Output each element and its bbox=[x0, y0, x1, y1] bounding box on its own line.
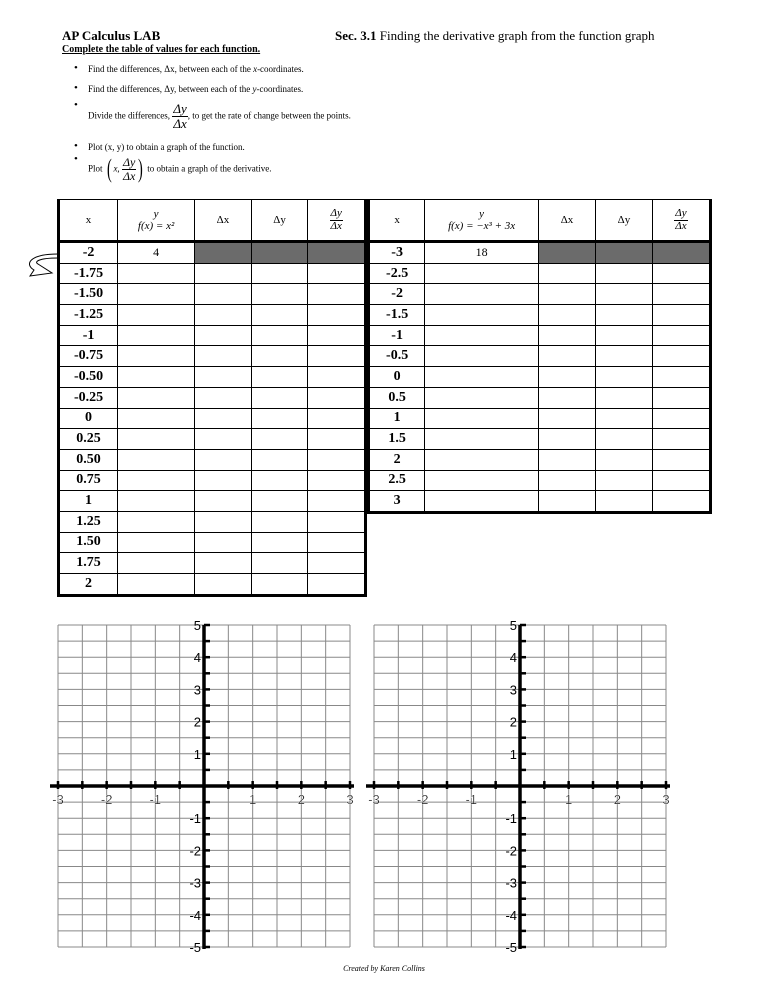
table-row bbox=[59, 429, 366, 450]
section-name: Finding the derivative graph from the function graph bbox=[376, 28, 655, 43]
delta-x-cell[interactable] bbox=[538, 429, 595, 450]
rate-cell[interactable] bbox=[308, 263, 366, 284]
x-cell: -1.25 bbox=[59, 305, 118, 326]
delta-y-cell[interactable] bbox=[595, 305, 652, 326]
rate-cell[interactable] bbox=[308, 511, 366, 532]
delta-x-cell[interactable] bbox=[195, 470, 252, 491]
table-row bbox=[59, 491, 366, 512]
y-cell[interactable] bbox=[118, 553, 195, 574]
delta-x-cell[interactable] bbox=[195, 367, 252, 388]
header-delta-x: Δx bbox=[195, 200, 252, 242]
rate-cell[interactable] bbox=[652, 491, 710, 513]
x-cell: -1.75 bbox=[59, 263, 118, 284]
y-cell[interactable]: 4 bbox=[118, 242, 195, 264]
delta-x-cell[interactable] bbox=[195, 553, 252, 574]
table-row bbox=[59, 408, 366, 429]
rate-cell[interactable] bbox=[652, 346, 710, 367]
curved-arrow-icon bbox=[24, 246, 64, 288]
delta-y-cell[interactable] bbox=[595, 325, 652, 346]
table-row bbox=[369, 325, 711, 346]
rate-cell[interactable] bbox=[652, 429, 710, 450]
y-cell[interactable] bbox=[425, 346, 539, 367]
x-cell: -2.5 bbox=[369, 263, 425, 284]
delta-y-cell[interactable] bbox=[251, 491, 308, 512]
delta-y-cell[interactable] bbox=[595, 429, 652, 450]
header-delta-y: Δy bbox=[251, 200, 308, 242]
table-row bbox=[59, 470, 366, 491]
delta-y-cell[interactable] bbox=[595, 263, 652, 284]
x-cell: 3 bbox=[369, 491, 425, 513]
header-rate: $\frac{\Delta y}{\Delta x}$ bbox=[652, 200, 710, 242]
x-cell: 0.50 bbox=[59, 449, 118, 470]
x-tick-label: 2 bbox=[297, 792, 305, 807]
y-tick-label: 1 bbox=[509, 746, 517, 762]
delta-y-cell[interactable] bbox=[251, 387, 308, 408]
delta-y-cell[interactable] bbox=[251, 346, 308, 367]
delta-x-cell[interactable] bbox=[195, 511, 252, 532]
y-cell[interactable] bbox=[118, 491, 195, 512]
x-cell: -1.50 bbox=[59, 284, 118, 305]
delta-x-cell[interactable] bbox=[195, 387, 252, 408]
y-cell[interactable] bbox=[118, 346, 195, 367]
table-row bbox=[59, 553, 366, 574]
header-y: y f(x) = x² bbox=[118, 200, 195, 242]
delta-x-cell[interactable] bbox=[195, 408, 252, 429]
y-cell[interactable] bbox=[425, 387, 539, 408]
x-cell: -2 bbox=[59, 242, 118, 264]
table-row bbox=[369, 387, 711, 408]
y-cell[interactable] bbox=[118, 408, 195, 429]
x-cell: -3 bbox=[369, 242, 425, 264]
y-cell[interactable] bbox=[118, 532, 195, 553]
rate-cell[interactable] bbox=[652, 242, 710, 264]
y-tick-label: -1 bbox=[189, 811, 201, 827]
x-cell: 1 bbox=[59, 491, 118, 512]
y-cell[interactable] bbox=[425, 325, 539, 346]
x-cell: 0 bbox=[369, 367, 425, 388]
y-cell[interactable] bbox=[118, 367, 195, 388]
y-cell[interactable] bbox=[425, 305, 539, 326]
table-row bbox=[59, 305, 366, 326]
delta-y-cell[interactable] bbox=[595, 284, 652, 305]
x-tick-label: 1 bbox=[565, 792, 573, 807]
table-row bbox=[369, 491, 711, 513]
rate-cell[interactable] bbox=[652, 263, 710, 284]
header-delta-x: Δx bbox=[538, 200, 595, 242]
rate-cell[interactable] bbox=[652, 367, 710, 388]
rate-cell[interactable] bbox=[308, 284, 366, 305]
delta-y-cell[interactable] bbox=[251, 242, 308, 264]
delta-y-cell[interactable] bbox=[251, 449, 308, 470]
x-cell: -1.5 bbox=[369, 305, 425, 326]
x-tick-label: -3 bbox=[52, 792, 64, 807]
delta-x-cell[interactable] bbox=[538, 470, 595, 491]
table-cubic bbox=[367, 199, 712, 514]
delta-y-cell[interactable] bbox=[251, 511, 308, 532]
author-credit: Created by Karen Collins bbox=[343, 964, 425, 973]
delta-x-cell[interactable] bbox=[195, 491, 252, 512]
y-tick-label: 4 bbox=[193, 650, 201, 666]
delta-x-cell[interactable] bbox=[195, 532, 252, 553]
y-tick-label: 2 bbox=[509, 714, 517, 730]
delta-x-cell[interactable] bbox=[538, 284, 595, 305]
delta-y-cell[interactable] bbox=[251, 574, 308, 596]
x-cell: 0.25 bbox=[59, 429, 118, 450]
delta-y-cell[interactable] bbox=[595, 449, 652, 470]
delta-x-cell[interactable] bbox=[538, 325, 595, 346]
x-cell: -2 bbox=[369, 284, 425, 305]
x-tick-label: -2 bbox=[416, 792, 429, 807]
delta-x-cell[interactable] bbox=[538, 387, 595, 408]
y-tick-label: 5 bbox=[193, 618, 201, 633]
delta-y-cell[interactable] bbox=[251, 470, 308, 491]
table-row bbox=[59, 532, 366, 553]
header-rate: $\frac{\Delta y}{\Delta x}$ bbox=[308, 200, 366, 242]
delta-y-cell[interactable] bbox=[595, 387, 652, 408]
delta-x-cell[interactable] bbox=[195, 305, 252, 326]
delta-x-cell[interactable] bbox=[195, 242, 252, 264]
rate-cell[interactable] bbox=[308, 242, 366, 264]
header-x: x bbox=[369, 200, 425, 242]
y-tick-label: -4 bbox=[189, 907, 201, 923]
delta-y-cell[interactable] bbox=[595, 470, 652, 491]
rate-cell[interactable] bbox=[652, 408, 710, 429]
delta-x-cell[interactable] bbox=[195, 284, 252, 305]
y-cell[interactable] bbox=[425, 284, 539, 305]
y-cell[interactable] bbox=[425, 449, 539, 470]
x-tick-label: -1 bbox=[465, 792, 478, 807]
x-tick-label: -1 bbox=[149, 792, 162, 807]
y-cell[interactable] bbox=[118, 429, 195, 450]
y-tick-label: 2 bbox=[193, 714, 201, 730]
table-row bbox=[369, 470, 711, 491]
header-x: x bbox=[59, 200, 118, 242]
table-row bbox=[59, 367, 366, 388]
table-row bbox=[59, 511, 366, 532]
delta-y-cell[interactable] bbox=[595, 491, 652, 513]
coordinate-grid-derivative bbox=[366, 615, 676, 955]
x-cell: 1.75 bbox=[59, 553, 118, 574]
bullet-plot-function: • Plot (x, y) to obtain a graph of the function. bbox=[88, 142, 245, 152]
delta-x-cell[interactable] bbox=[538, 346, 595, 367]
delta-x-cell[interactable] bbox=[195, 574, 252, 596]
x-cell: 1.25 bbox=[59, 511, 118, 532]
y-tick-label: -2 bbox=[189, 843, 201, 859]
y-tick-label: 3 bbox=[193, 682, 201, 698]
delta-x-cell[interactable] bbox=[538, 408, 595, 429]
y-tick-label: -4 bbox=[505, 907, 517, 923]
delta-x-cell[interactable] bbox=[195, 346, 252, 367]
delta-y-cell[interactable] bbox=[251, 429, 308, 450]
table-row bbox=[369, 263, 711, 284]
y-tick-label: -3 bbox=[189, 875, 201, 891]
y-cell[interactable] bbox=[118, 511, 195, 532]
header-y: y f(x) = −x³ + 3x bbox=[425, 200, 539, 242]
rate-cell[interactable] bbox=[652, 449, 710, 470]
table-header-row bbox=[59, 200, 366, 242]
y-tick-label: -3 bbox=[505, 875, 517, 891]
y-tick-label: 4 bbox=[509, 650, 517, 666]
rate-cell[interactable] bbox=[652, 325, 710, 346]
rate-cell[interactable] bbox=[308, 470, 366, 491]
table-row bbox=[59, 263, 366, 284]
delta-x-cell[interactable] bbox=[538, 263, 595, 284]
x-tick-label: -2 bbox=[100, 792, 113, 807]
table-row bbox=[59, 346, 366, 367]
y-cell[interactable] bbox=[118, 574, 195, 596]
rate-cell[interactable] bbox=[308, 449, 366, 470]
delta-x-cell[interactable] bbox=[195, 449, 252, 470]
rate-cell[interactable] bbox=[308, 408, 366, 429]
rate-cell[interactable] bbox=[308, 553, 366, 574]
instructions-heading: Complete the table of values for each function. bbox=[62, 44, 261, 55]
delta-y-cell[interactable] bbox=[595, 346, 652, 367]
rate-cell[interactable] bbox=[308, 325, 366, 346]
bullet-find-dx: • Find the differences, Δx, between each of the x-coordinates. bbox=[88, 64, 304, 74]
x-cell: -1 bbox=[59, 325, 118, 346]
delta-y-cell[interactable] bbox=[251, 284, 308, 305]
delta-x-cell[interactable] bbox=[538, 491, 595, 513]
table-row bbox=[369, 305, 711, 326]
table-row bbox=[369, 449, 711, 470]
y-cell[interactable] bbox=[118, 305, 195, 326]
y-cell[interactable] bbox=[425, 429, 539, 450]
table-row bbox=[369, 346, 711, 367]
rate-cell[interactable] bbox=[308, 491, 366, 512]
x-tick-label: 3 bbox=[662, 792, 670, 807]
x-cell: 0.75 bbox=[59, 470, 118, 491]
delta-x-cell[interactable] bbox=[538, 449, 595, 470]
y-cell[interactable] bbox=[118, 470, 195, 491]
delta-x-cell[interactable] bbox=[538, 367, 595, 388]
x-tick-label: 3 bbox=[346, 792, 354, 807]
x-cell: 1 bbox=[369, 408, 425, 429]
bullet-find-dy: • Find the differences, Δy, between each of the y-coordinates. bbox=[88, 84, 303, 94]
delta-y-cell[interactable] bbox=[251, 532, 308, 553]
delta-x-cell[interactable] bbox=[195, 263, 252, 284]
x-cell: 0.5 bbox=[369, 387, 425, 408]
delta-y-cell[interactable] bbox=[251, 263, 308, 284]
x-cell: 2.5 bbox=[369, 470, 425, 491]
y-tick-label: 3 bbox=[509, 682, 517, 698]
section-number: Sec. 3.1 bbox=[335, 28, 377, 43]
y-tick-label: 1 bbox=[193, 746, 201, 762]
y-tick-label: -1 bbox=[505, 811, 517, 827]
x-tick-label: -3 bbox=[368, 792, 380, 807]
y-tick-label: -5 bbox=[189, 940, 201, 955]
bullet-plot-derivative: • Plot ( x, $\frac{\Delta y}{\Delta x}$ ) to obtain a graph of the derivative. bbox=[88, 156, 271, 182]
table-row bbox=[369, 242, 711, 264]
x-cell: 1.5 bbox=[369, 429, 425, 450]
table-row bbox=[369, 367, 711, 388]
y-cell[interactable]: 18 bbox=[425, 242, 539, 264]
x-cell: 1.50 bbox=[59, 532, 118, 553]
table-row bbox=[369, 408, 711, 429]
rate-cell[interactable] bbox=[308, 574, 366, 596]
rate-cell[interactable] bbox=[308, 346, 366, 367]
x-cell: 2 bbox=[59, 574, 118, 596]
table-row bbox=[59, 284, 366, 305]
x-cell: 0 bbox=[59, 408, 118, 429]
table-x-squared bbox=[57, 199, 367, 597]
table-row bbox=[59, 449, 366, 470]
coordinate-grid-function bbox=[50, 615, 360, 955]
delta-x-cell[interactable] bbox=[538, 305, 595, 326]
rate-cell[interactable] bbox=[652, 470, 710, 491]
table-row bbox=[59, 387, 366, 408]
table-row bbox=[59, 242, 366, 264]
y-cell[interactable] bbox=[425, 470, 539, 491]
y-cell[interactable] bbox=[425, 263, 539, 284]
rate-cell[interactable] bbox=[308, 429, 366, 450]
x-cell: -0.50 bbox=[59, 367, 118, 388]
delta-y-cell[interactable] bbox=[251, 408, 308, 429]
y-cell[interactable] bbox=[425, 408, 539, 429]
delta-x-cell[interactable] bbox=[195, 325, 252, 346]
table-header-row bbox=[369, 200, 711, 242]
delta-y-cell[interactable] bbox=[251, 305, 308, 326]
table-row bbox=[59, 574, 366, 596]
rate-cell[interactable] bbox=[308, 387, 366, 408]
rate-cell[interactable] bbox=[652, 284, 710, 305]
table-row bbox=[369, 429, 711, 450]
x-cell: -0.25 bbox=[59, 387, 118, 408]
y-tick-label: 5 bbox=[509, 618, 517, 633]
table-row bbox=[369, 284, 711, 305]
y-cell[interactable] bbox=[118, 263, 195, 284]
rate-cell[interactable] bbox=[652, 305, 710, 326]
rate-cell[interactable] bbox=[308, 305, 366, 326]
x-cell: 2 bbox=[369, 449, 425, 470]
delta-y-cell[interactable] bbox=[251, 367, 308, 388]
rate-cell[interactable] bbox=[308, 532, 366, 553]
x-tick-label: 1 bbox=[249, 792, 257, 807]
header-delta-y: Δy bbox=[595, 200, 652, 242]
rate-cell[interactable] bbox=[308, 367, 366, 388]
rate-cell[interactable] bbox=[652, 387, 710, 408]
delta-y-cell[interactable] bbox=[251, 325, 308, 346]
section-title bbox=[335, 28, 655, 44]
y-cell[interactable] bbox=[425, 367, 539, 388]
delta-y-cell[interactable] bbox=[251, 553, 308, 574]
bullet-divide: • Divide the differences, $\frac{\Delta y}{\Delta x}$ , to get the rate of change between the points. bbox=[88, 102, 351, 130]
y-tick-label: -5 bbox=[505, 940, 517, 955]
y-cell[interactable] bbox=[118, 387, 195, 408]
x-cell: -0.5 bbox=[369, 346, 425, 367]
y-cell[interactable] bbox=[425, 491, 539, 513]
delta-y-cell[interactable] bbox=[595, 408, 652, 429]
x-tick-label: 2 bbox=[613, 792, 621, 807]
y-cell[interactable] bbox=[118, 284, 195, 305]
x-cell: -0.75 bbox=[59, 346, 118, 367]
delta-x-cell[interactable] bbox=[195, 429, 252, 450]
x-cell: -1 bbox=[369, 325, 425, 346]
y-tick-label: -2 bbox=[505, 843, 517, 859]
y-cell[interactable] bbox=[118, 325, 195, 346]
table-row bbox=[59, 325, 366, 346]
delta-y-cell[interactable] bbox=[595, 242, 652, 264]
y-cell[interactable] bbox=[118, 449, 195, 470]
delta-x-cell[interactable] bbox=[538, 242, 595, 264]
course-title: AP Calculus LAB bbox=[62, 28, 161, 43]
delta-y-cell[interactable] bbox=[595, 367, 652, 388]
